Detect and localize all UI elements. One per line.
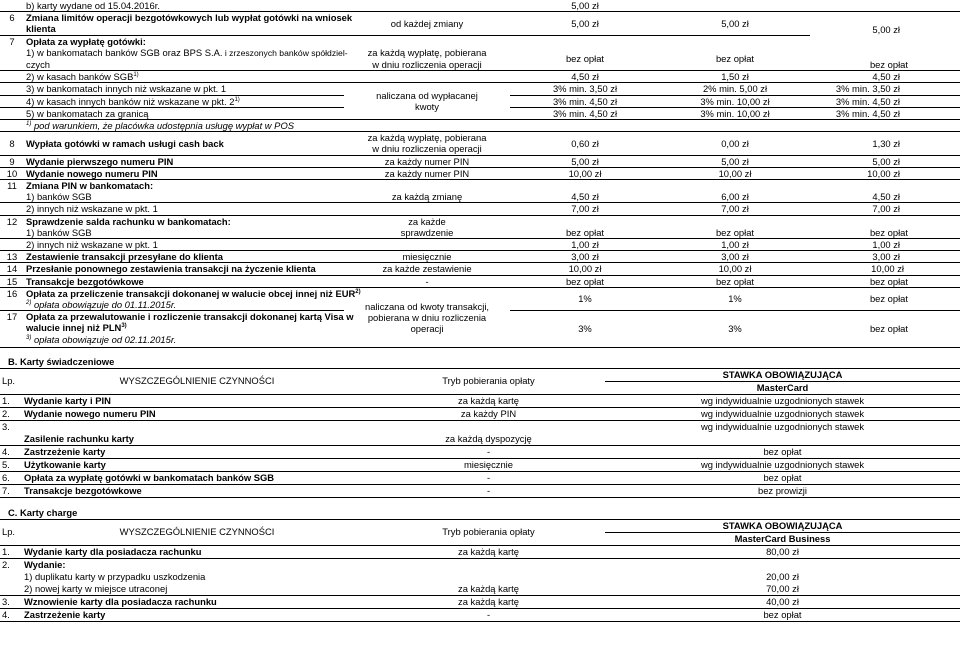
table-row: 11 Zmiana PIN w bankomatach:	[0, 180, 960, 192]
table-row: 6 Zmiana limitów operacji bezgotówkowych lub wypłat gotówki na wniosek od każdej zmiany 5,00 zł 5,00 zł 5,00 zł	[0, 12, 960, 24]
table-row: 9 Wydanie pierwszego numeru PIN za każdy numer PIN 5,00 zł 5,00 zł 5,00 zł	[0, 155, 960, 167]
table-row: 5. Użytkowanie karty miesięcznie wg indywidualnie uzgodnionych stawek	[0, 458, 960, 471]
table-row: 13 Zestawienie transakcji przesyłane do klienta miesięcznie 3,00 zł 3,00 zł 3,00 zł	[0, 251, 960, 263]
table-row: 16 Opłata za przeliczenie transakcji dokonanej w walucie obcej innej niż EUR$^{2)}$ naliczana od kwoty transakcji, pobierana w dniu rozliczenia operacji 1% 1% bez opłat	[0, 287, 960, 299]
fee-table-benefit-cards	[0, 368, 960, 498]
table-row: 3) w bankomatach innych niż wskazane w pkt. 1 naliczana od wypłacanej kwoty 3% min. 3,50 zł 2% min. 5,00 zł 3% min. 3,50 zł	[0, 83, 960, 95]
table-row: 2) w kasach banków SGB$^{1)}$ 4,50 zł 1,50 zł 4,50 zł	[0, 71, 960, 83]
table-row: 7 Opłata za wypłatę gotówki:	[0, 35, 960, 47]
table-row: 6. Opłata za wypłatę gotówki w bankomatach banków SGB - bez opłat	[0, 471, 960, 484]
table-row: 1. Wydanie karty i PIN za każdą kartę wg indywidualnie uzgodnionych stawek	[0, 394, 960, 407]
table-row: klienta	[26, 23, 56, 35]
table-row: $^{1)}$ pod warunkiem, że placówka udostępnia usługę wypłat w POS	[0, 120, 960, 132]
table-row: 1) duplikatu karty w przypadku uszkodzenia 20,00 zł	[24, 570, 799, 582]
table-row: 2) innych niż wskazane w pkt. 1 7,00 zł 7,00 zł 7,00 zł	[0, 203, 960, 215]
table-row: 1. Wydanie karty dla posiadacza rachunku za każdą kartę 80,00 zł	[0, 545, 960, 558]
table-row: 12 Sprawdzenie salda rachunku w bankomatach: za każde	[0, 215, 960, 227]
table-row: 1) banków SGB za każdą zmianę 4,50 zł 6,00 zł 4,50 zł	[26, 191, 900, 203]
table-row: 10 Wydanie nowego numeru PIN za każdy numer PIN 10,00 zł 10,00 zł 10,00 zł	[0, 167, 960, 179]
table-header: Lp. WYSZCZEGÓLNIENIE CZYNNOŚCI Tryb pobierania opłaty STAWKA OBOWIĄZUJĄCA	[0, 519, 960, 532]
table-row: 3. Zasilenie rachunku karty za każdą dyspozycję wg indywidualnie uzgodnionych stawek	[0, 420, 960, 445]
table-row: walucie innej niż PLN$^{3)}$	[26, 322, 127, 334]
table-header: Lp. WYSZCZEGÓLNIENIE CZYNNOŚCI Tryb pobierania opłaty STAWKA OBOWIĄZUJĄCA	[0, 368, 960, 381]
table-row: 5) w bankomatach za granicą 3% min. 4,50 zł 3% min. 10,00 zł 3% min. 4,50 zł	[0, 107, 960, 119]
table-row: 4. Zastrzeżenie karty - bez opłat	[0, 445, 960, 458]
table-row: b) karty wydane od 15.04.2016r. 5,00 zł	[26, 0, 599, 11]
table-row: 17 Opłata za przewalutowanie i rozliczenie transakcji dokonanej kartą Visa w 3% 3% bez opłat	[0, 311, 960, 323]
fee-table-charge-cards	[0, 519, 960, 622]
table-row: czych bez opłat	[26, 59, 908, 71]
table-row: 2. Wydanie nowego numeru PIN za każdy PIN wg indywidualnie uzgodnionych stawek	[0, 407, 960, 420]
section-b-title: B. Karty świadczeniowe	[8, 355, 115, 367]
table-row: 4. Zastrzeżenie karty - bez opłat	[0, 608, 960, 621]
section-c-title: C. Karty charge	[8, 506, 78, 518]
table-row: $^{2)}$ opłata obowiązuje do 01.11.2015r.	[26, 299, 177, 311]
table-row: 14 Przesłanie ponownego zestawienia transakcji na życzenie klienta za każde zestawienie 10,00 zł 10,00 zł 10,00 zł	[0, 263, 960, 275]
table-row: 1) banków SGB sprawdzenie bez opłat bez opłat bez opłat	[26, 226, 908, 238]
table-row: 8 Wypłata gotówki w ramach usługi cash back za każdą wypłatę, pobierana w dniu rozliczenia operacji 0,60 zł 0,00 zł 1,30 zł	[0, 132, 960, 154]
table-row: 3. Wznowienie karty dla posiadacza rachunku za każdą kartę 40,00 zł	[0, 595, 960, 608]
table-header: MasterCard	[0, 381, 960, 394]
table-row: 1) w bankomatach banków SGB oraz BPS S.A. i zrzeszonych banków spółdziel- za każdą wypłatę, pobierana w dniu rozliczenia operacji bez opłat bez opłat	[26, 46, 755, 70]
table-row: 4) w kasach innych banków niż wskazane w pkt. 2$^{1)}$ 3% min. 4,50 zł 3% min. 10,00 zł 3% min. 4,50 zł	[0, 95, 960, 107]
table-row: 2) innych niż wskazane w pkt. 1 1,00 zł 1,00 zł 1,00 zł	[0, 239, 960, 251]
table-row: 2) nowej karty w miejsce utraconej za każdą kartę 70,00 zł	[24, 582, 799, 594]
table-row: $^{3)}$ opłata obowiązuje od 02.11.2015r.	[26, 333, 177, 345]
table-row: 2. Wydanie:	[0, 558, 960, 571]
table-header: MasterCard Business	[0, 532, 960, 545]
table-row: 15 Transakcje bezgotówkowe - bez opłat bez opłat bez opłat	[0, 275, 960, 287]
table-row: 7. Transakcje bezgotówkowe - bez prowizji	[0, 484, 960, 497]
